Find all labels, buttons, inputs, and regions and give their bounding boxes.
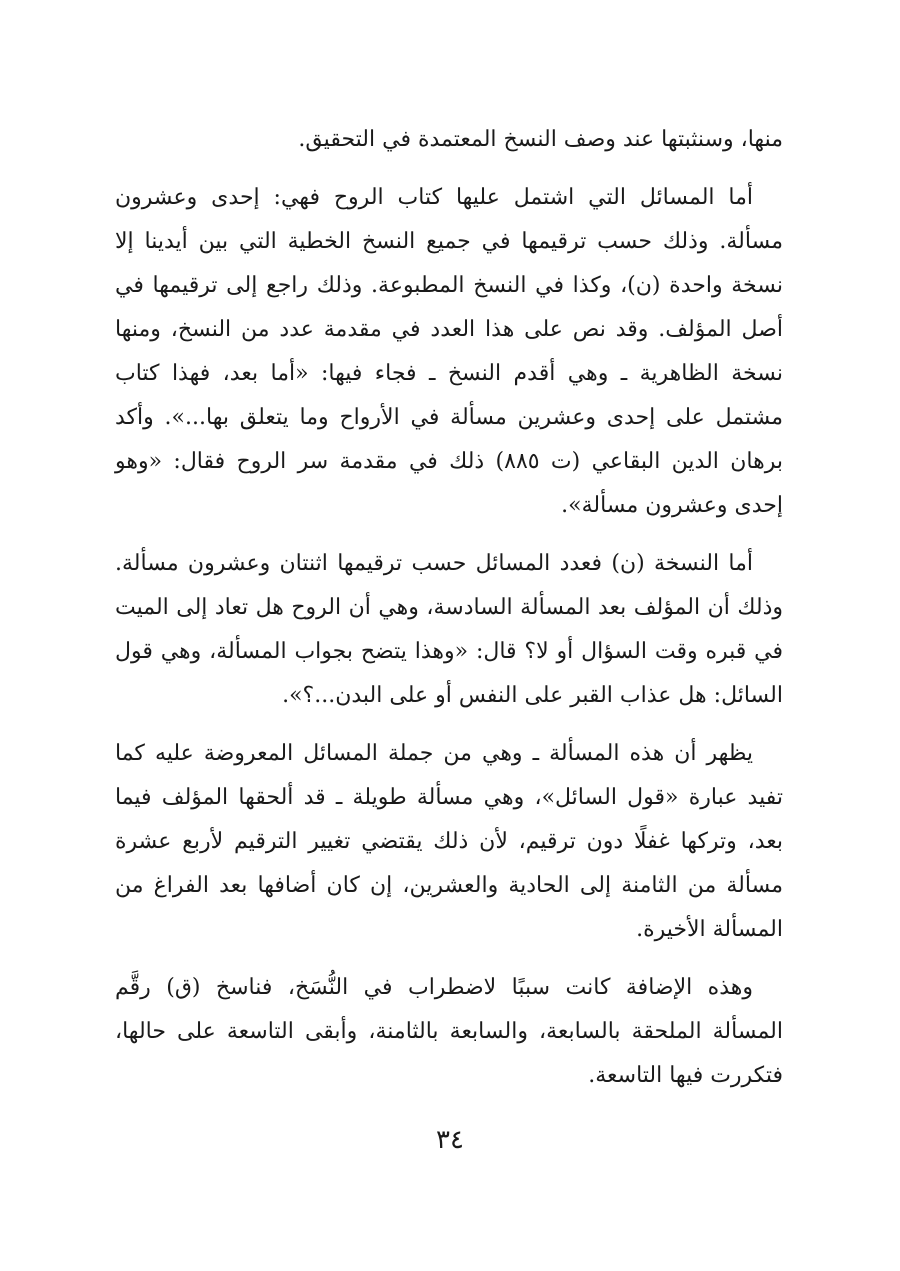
page-body	[115, 118, 783, 1112]
paragraph-3: أما النسخة (ن) فعدد المسائل حسب ترقيمها اثنتان وعشرون مسألة. وذلك أن المؤلف بعد المسألة السادسة، وهي أن الروح هل تعاد إلى الميت في قبره وقت السؤال أو لا؟ قال: «وهذا يتضح بجواب المسألة، وهي قول السائل: هل عذاب القبر على النفس أو على البدن...؟».	[115, 551, 783, 708]
page-number: ٣٤	[436, 1125, 464, 1155]
paragraph-5: وهذه الإضافة كانت سببًا لاضطراب في النُّسَخ، فناسخ (ق) رقَّم المسألة الملحقة بالسابعة، والسابعة بالثامنة، وأبقى التاسعة على حالها، فتكررت فيها التاسعة.	[115, 975, 783, 1088]
paragraph-2: أما المسائل التي اشتمل عليها كتاب الروح فهي: إحدى وعشرون مسألة. وذلك حسب ترقيمها في جميع النسخ الخطية التي بين أيدينا إلا نسخة واحدة (ن)، وكذا في النسخ المطبوعة. وذلك راجع إلى ترقيمها في أصل المؤلف. وقد نص على هذا العدد في مقدمة عدد من النسخ، ومنها نسخة الظاهرية ـ وهي أقدم النسخ ـ فجاء فيها: «أما بعد، فهذا كتاب مشتمل على إحدى وعشرين مسألة في الأرواح وما يتعلق بها...». وأكد برهان الدين البقاعي (ت ٨٨٥) ذلك في مقدمة سر الروح فقال: «وهو إحدى وعشرون مسألة».	[115, 185, 783, 518]
paragraph-4: يظهر أن هذه المسألة ـ وهي من جملة المسائل المعروضة عليه كما تفيد عبارة «قول السائل»، وهي مسألة طويلة ـ قد ألحقها المؤلف فيما بعد، وتركها غفلًا دون ترقيم، لأن ذلك يقتضي تغيير الترقيم لأربع عشرة مسألة من الثامنة إلى الحادية والعشرين، إن كان أضافها بعد الفراغ من المسألة الأخيرة.	[115, 741, 784, 942]
paragraph-1: منها، وسنثبتها عند وصف النسخ المعتمدة في التحقيق.	[298, 127, 783, 152]
